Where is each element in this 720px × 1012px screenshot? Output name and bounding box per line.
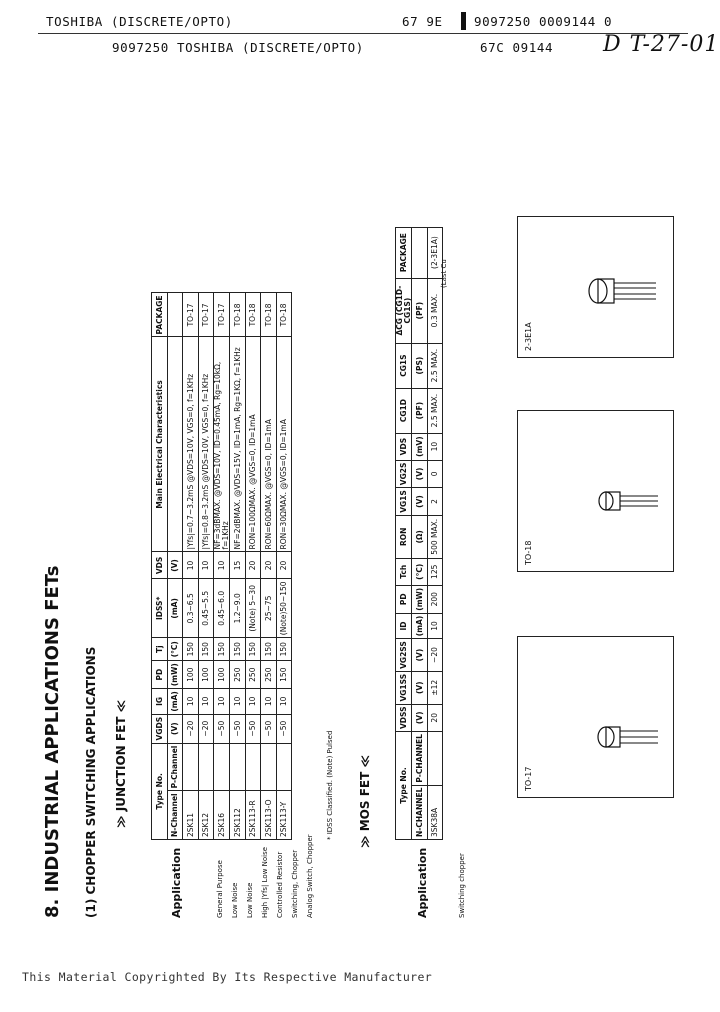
- table-row: [245, 293, 261, 840]
- package: TO-17: [183, 293, 199, 337]
- transistor-icon: [518, 411, 673, 571]
- header-company: TOSHIBA (DISCRETE/OPTO): [46, 14, 233, 29]
- th-col: VG2SS: [396, 639, 412, 672]
- main-char: NF=3dBMAX. @VDS=10V, ID=0.45mA, Rg=10kΩ, f=1KHz: [214, 337, 230, 552]
- ig: 10: [214, 689, 230, 714]
- table-row: [427, 227, 443, 839]
- mos-app-header: Application: [416, 847, 429, 918]
- tj: 150: [183, 638, 199, 661]
- th-vgds: VGDS: [152, 714, 168, 743]
- unit: (PS): [412, 343, 428, 388]
- unit: (V): [412, 488, 428, 516]
- copyright-footer: This Material Copyrighted By Its Respective Manufacturer: [22, 970, 433, 984]
- th-col: RON: [396, 515, 412, 558]
- type-no: 2SK12: [198, 791, 214, 840]
- tj: 150: [214, 638, 230, 661]
- header-rule: [38, 33, 688, 34]
- package: TO-18: [230, 293, 246, 337]
- package: TO-17: [198, 293, 214, 337]
- tj: 150: [245, 638, 261, 661]
- th-package: PACKAGE: [152, 293, 168, 337]
- unit-vgds: (V): [167, 714, 183, 743]
- th-ig: IG: [152, 689, 168, 714]
- pd: 150: [276, 661, 292, 689]
- th-col: ID: [396, 613, 412, 638]
- package-label: 2-3E1A: [524, 322, 533, 351]
- pd: 250: [230, 661, 246, 689]
- vds: 10: [183, 552, 199, 579]
- main-char: RON=30ΩMAX. @VGS=0, ID=1mA: [276, 337, 292, 552]
- unit-idss: (mA): [167, 579, 183, 638]
- ig: 10: [245, 689, 261, 714]
- vds: 20: [261, 552, 277, 579]
- idss: 25~75: [261, 579, 277, 638]
- junction-app-header: Application: [170, 847, 183, 918]
- rotated-page: [40, 58, 690, 918]
- value: 200: [427, 585, 443, 613]
- tj: 150: [230, 638, 246, 661]
- th-col: VG1SS: [396, 671, 412, 704]
- vds: 10: [198, 552, 214, 579]
- junction-label: ≫ JUNCTION FET ≪: [114, 699, 128, 828]
- value: ±12: [427, 671, 443, 704]
- value: 125: [427, 558, 443, 585]
- idss: 0.45~6.0: [214, 579, 230, 638]
- transistor-icon: [518, 637, 673, 797]
- header-code-line2: 67C 09144: [480, 40, 554, 55]
- unit: (mW): [412, 585, 428, 613]
- vds: 15: [230, 552, 246, 579]
- th-col: VDS: [396, 433, 412, 460]
- main-char: |Yfs|=0.7~3.2mS @VDS=10V, VGS=0, f=1KHz: [183, 337, 199, 552]
- unit: (V): [412, 639, 428, 672]
- vgds: −50: [261, 714, 277, 743]
- unit: (mV): [412, 433, 428, 460]
- idss: 0.45~5.5: [198, 579, 214, 638]
- value: 2.5 MAX.: [427, 388, 443, 433]
- value: 0: [427, 460, 443, 488]
- package: TO-17: [214, 293, 230, 337]
- th-n-channel: N-Channel: [167, 791, 183, 840]
- th-col: CG1S: [396, 343, 412, 388]
- subsection-title: (1) CHOPPER SWITCHING APPLICATIONS: [84, 646, 98, 918]
- idss: (Note) 5~30: [245, 579, 261, 638]
- section-title: 8. INDUSTRIAL APPLICATIONS FETs: [42, 565, 63, 918]
- tj: 150: [276, 638, 292, 661]
- th-col: VG1S: [396, 488, 412, 516]
- value: 2.5 MAX.: [427, 343, 443, 388]
- value: 10: [427, 433, 443, 460]
- mos-note: (Last Cu: [440, 259, 448, 288]
- th-col: VG2S: [396, 460, 412, 488]
- vds: 20: [245, 552, 261, 579]
- type-no: 2SK11: [183, 791, 199, 840]
- package-23e1a-box: [517, 216, 674, 358]
- main-char: RON=100ΩMAX. @VGS=0, ID=1mA: [245, 337, 261, 552]
- unit: (V): [412, 460, 428, 488]
- type-no: 2SK16: [214, 791, 230, 840]
- th-n-channel: N-CHANNEL: [412, 785, 428, 839]
- th-col: Tch: [396, 558, 412, 585]
- main-char: RON=60ΩMAX. @VGS=0, ID=1mA: [261, 337, 277, 552]
- mos-label: ≫ MOS FET ≪: [358, 754, 372, 848]
- handwritten-note: D T-27-01: [603, 32, 720, 57]
- unit: (Ω): [412, 515, 428, 558]
- th-col: CG1D: [396, 388, 412, 433]
- tj: 150: [198, 638, 214, 661]
- ig: 10: [276, 689, 292, 714]
- package: TO-18: [276, 293, 292, 337]
- header-company-line2: 9097250 TOSHIBA (DISCRETE/OPTO): [112, 40, 364, 55]
- vgds: −20: [183, 714, 199, 743]
- table-row: [198, 293, 214, 840]
- pd: 100: [198, 661, 214, 689]
- idss: 1.2~9.0: [230, 579, 246, 638]
- unit: (PF): [412, 388, 428, 433]
- vds: 10: [214, 552, 230, 579]
- package-label: TO-17: [524, 766, 533, 791]
- header-page-code: 67 9E: [402, 14, 443, 29]
- unit: (V): [412, 671, 428, 704]
- app-label: Controlled Resistor: [276, 851, 284, 918]
- vds: 20: [276, 552, 292, 579]
- app-label: Switching, Chopper: [291, 849, 299, 918]
- th-pd: PD: [152, 661, 168, 689]
- th-vds: VDS: [152, 552, 168, 579]
- type-no: 2SK113-Y: [276, 791, 292, 840]
- package-label: TO-18: [524, 540, 533, 565]
- pd: 250: [245, 661, 261, 689]
- th-type-no: Type No.: [152, 743, 168, 839]
- table-row: [261, 293, 277, 840]
- unit-vds: (V): [167, 552, 183, 579]
- unit-tj: (°C): [167, 638, 183, 661]
- unit: (V): [412, 704, 428, 732]
- mos-app-label: Switching chopper: [458, 853, 466, 918]
- type-no: 2SK112: [230, 791, 246, 840]
- th-type-no: Type No.: [396, 732, 412, 840]
- unit: [412, 227, 428, 278]
- value: 10: [427, 613, 443, 638]
- vgds: −50: [214, 714, 230, 743]
- value: −20: [427, 639, 443, 672]
- header-doc-code: 9097250 0009144 0: [474, 14, 613, 29]
- pd: 100: [214, 661, 230, 689]
- value: 0.3 MAX.: [427, 278, 443, 343]
- junction-note: * IDSS Classified. (Note) Pulsed: [326, 730, 334, 840]
- unit-ig: (mA): [167, 689, 183, 714]
- idss: (Note)50~150: [276, 579, 292, 638]
- app-label: Low Noise: [246, 882, 254, 918]
- junction-fet-table: [151, 292, 292, 840]
- th-col: PACKAGE: [396, 227, 412, 278]
- unit: (PF): [412, 278, 428, 343]
- th-p-channel: P-CHANNEL: [412, 732, 428, 786]
- value: 20: [427, 704, 443, 732]
- th-tj: Tj: [152, 638, 168, 661]
- type-no: 3SK38A: [427, 785, 443, 839]
- pd: 100: [183, 661, 199, 689]
- unit: (°C): [412, 558, 428, 585]
- app-label: Low Noise: [231, 882, 239, 918]
- pd: 250: [261, 661, 277, 689]
- th-main: Main Electrical Characteristics: [152, 337, 168, 552]
- transistor-icon: [518, 217, 673, 357]
- app-label: Analog Switch, Chopper: [306, 834, 314, 918]
- th-p-channel: P-Channel: [167, 743, 183, 791]
- tj: 150: [261, 638, 277, 661]
- table-row: [230, 293, 246, 840]
- vgds: −50: [245, 714, 261, 743]
- package-to17-box: [517, 636, 674, 798]
- idss: 0.3~6.5: [183, 579, 199, 638]
- package: TO-18: [245, 293, 261, 337]
- value: 2: [427, 488, 443, 516]
- mos-fet-table: [395, 227, 443, 840]
- header-bar: [461, 12, 466, 30]
- app-label: General Purpose: [216, 860, 224, 918]
- main-char: NF=2dBMAX. @VDS=15V, ID=1mA, Rg=1KΩ, f=1KHz: [230, 337, 246, 552]
- app-label: High |Yfs| Low Noise: [261, 846, 269, 918]
- th-idss: IDSS*: [152, 579, 168, 638]
- unit-pd: (mW): [167, 661, 183, 689]
- type-no: 2SK113-R: [245, 791, 261, 840]
- ig: 10: [198, 689, 214, 714]
- th-col: VDSS: [396, 704, 412, 732]
- vgds: −50: [230, 714, 246, 743]
- table-row: [214, 293, 230, 840]
- main-char: |Yfs|=0.8~3.2mS @VDS=10V, VGS=0, f=1KHz: [198, 337, 214, 552]
- ig: 10: [261, 689, 277, 714]
- package: TO-18: [261, 293, 277, 337]
- value: (2-3E1A): [427, 227, 443, 278]
- value: 500 MAX.: [427, 515, 443, 558]
- type-no: 2SK113-O: [261, 791, 277, 840]
- unit: (mA): [412, 613, 428, 638]
- th-col: ΔCG (CG1D-CG1S): [396, 278, 412, 343]
- table-row: [183, 293, 199, 840]
- table-row: [276, 293, 292, 840]
- ig: 10: [183, 689, 199, 714]
- vgds: −50: [276, 714, 292, 743]
- th-col: PD: [396, 585, 412, 613]
- package-to18-box: [517, 410, 674, 572]
- vgds: −20: [198, 714, 214, 743]
- ig: 10: [230, 689, 246, 714]
